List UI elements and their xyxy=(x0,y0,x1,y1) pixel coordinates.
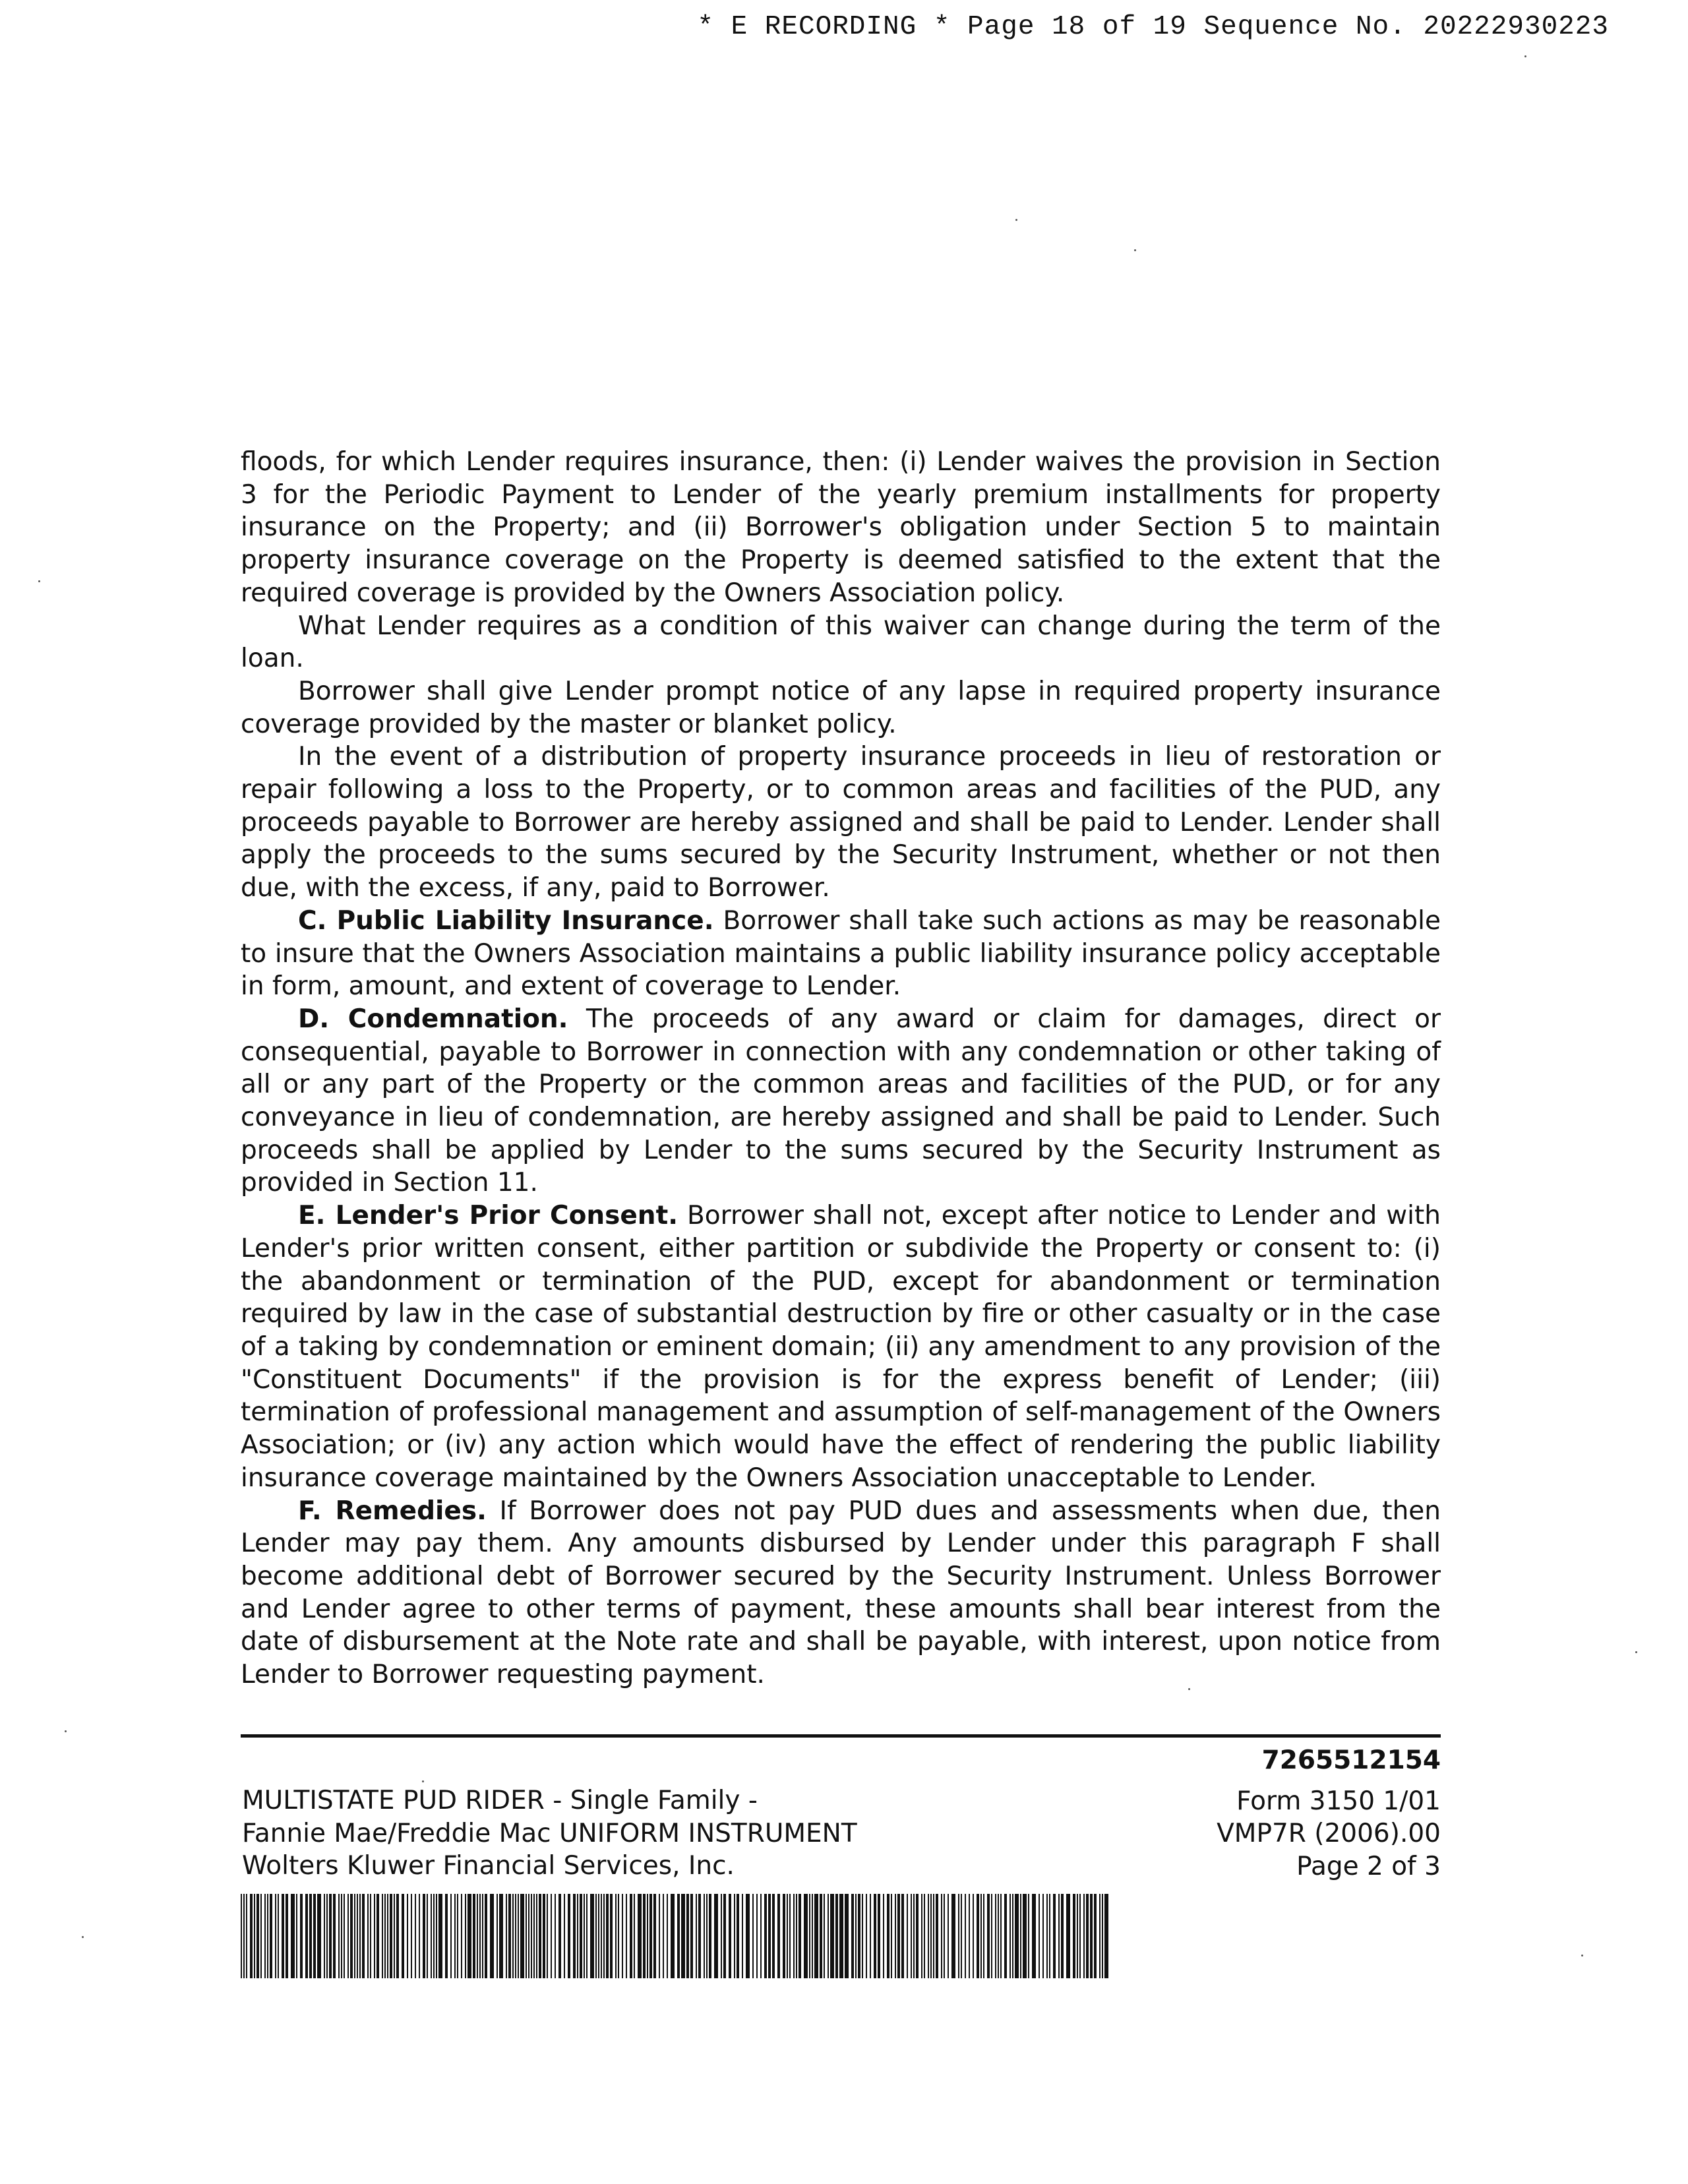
barcode-bar xyxy=(454,1894,456,1978)
barcode-bar xyxy=(777,1894,780,1978)
barcode-bar xyxy=(347,1894,349,1978)
barcode-bar xyxy=(618,1894,619,1978)
scan-speck xyxy=(38,580,40,582)
barcode-bar xyxy=(729,1894,731,1978)
barcode-bar xyxy=(606,1894,609,1978)
barcode-bar xyxy=(411,1894,412,1978)
barcode-bar xyxy=(647,1894,648,1978)
barcode-bar xyxy=(941,1894,942,1978)
barcode-bar xyxy=(814,1894,818,1978)
barcode-bar xyxy=(987,1894,990,1978)
barcode-bar xyxy=(983,1894,984,1978)
barcode-bar xyxy=(830,1894,834,1978)
barcode-bar xyxy=(742,1894,743,1978)
barcode-bar xyxy=(341,1894,342,1978)
barcode-bar xyxy=(737,1894,739,1978)
vmp-code: VMP7R (2006).00 xyxy=(1217,1819,1441,1848)
barcode-bar xyxy=(250,1894,253,1978)
recording-stamp: * E RECORDING * Page 18 of 19 Sequence No. 20222930223 xyxy=(697,12,1609,42)
barcode-bar xyxy=(622,1894,623,1978)
barcode-bar xyxy=(601,1894,602,1978)
barcode-bar xyxy=(590,1894,594,1978)
barcode-bar xyxy=(1077,1894,1078,1978)
barcode-bar xyxy=(1083,1894,1085,1978)
barcode-bar xyxy=(643,1894,646,1978)
section-e-heading: E. Lender's Prior Consent. xyxy=(298,1201,678,1231)
barcode-bar xyxy=(649,1894,652,1978)
barcode-bar xyxy=(1020,1894,1021,1978)
barcode-bar xyxy=(858,1894,860,1978)
page-label: Page 2 of 3 xyxy=(1296,1851,1441,1881)
section-d-condemnation xyxy=(241,1003,1441,1199)
barcode-bar xyxy=(241,1894,242,1978)
barcode-bar xyxy=(855,1894,857,1978)
barcode-bar xyxy=(634,1894,635,1978)
barcode-bar xyxy=(329,1894,332,1978)
barcode-bar xyxy=(427,1894,428,1978)
section-f-remedies xyxy=(241,1495,1441,1691)
barcode-bar xyxy=(536,1894,537,1978)
footer-form-title xyxy=(242,1784,857,1883)
barcode-bar xyxy=(667,1894,668,1978)
barcode-bar xyxy=(690,1894,693,1978)
barcode-bar xyxy=(256,1894,259,1978)
barcode-bar xyxy=(390,1894,392,1978)
barcode-bar xyxy=(467,1894,471,1978)
barcode-bar xyxy=(461,1894,462,1978)
barcode-bar xyxy=(584,1894,585,1978)
barcode-bar xyxy=(526,1894,527,1978)
barcode-bar xyxy=(1000,1894,1002,1978)
paragraph-insurance-waiver: floods, for which Lender requires insurance, then: (i) Lender waives the provision in Section 3 for the Periodic Payment to Lender of the yearly premium installments for property insurance on the Property; and (ii) Borrower's obligation under Section 5 to maintain property insurance coverage on the Property is deemed satisfied to the extent that the required coverage is provided by the Owners Association policy. xyxy=(241,447,1441,608)
section-c-text: Borrower shall take such actions as may be reasonable to insure that the Owners Association maintains a public liability insurance policy acceptable in form, amount, and extent of coverage to Lender. xyxy=(241,905,1441,1002)
barcode-bar xyxy=(357,1894,358,1978)
section-c-heading: C. Public Liability Insurance. xyxy=(298,905,714,936)
barcode-bar xyxy=(243,1894,245,1978)
barcode-bar xyxy=(709,1894,711,1978)
barcode-bar xyxy=(812,1894,813,1978)
barcode-bar xyxy=(497,1894,498,1978)
barcode-bar xyxy=(415,1894,416,1978)
barcode-bar xyxy=(887,1894,889,1978)
barcode-bar xyxy=(344,1894,345,1978)
barcode-bar xyxy=(384,1894,386,1978)
barcode-bar xyxy=(991,1894,992,1978)
paragraph-waiver-change: What Lender requires as a condition of this waiver can change during the term of the loan. xyxy=(241,611,1441,674)
barcode-bar xyxy=(338,1894,340,1978)
barcode-bar xyxy=(671,1894,675,1978)
barcode-bar xyxy=(772,1894,775,1978)
barcode-bar xyxy=(961,1894,962,1978)
barcode-bar xyxy=(275,1894,276,1978)
section-e-text: Borrower shall not, except after notice to Lender and with Lender's prior written consent, either partition or subdivide the Property or consent to: (i) the abandonment or termination of the PUD, except for abandonment or termination required by law in the case of substantial destruction by fire or other casualty or in the case of a taking by condemnation or eminent domain; (ii) any amendment to any provision of the "Constituent Documents" if the provision is for the express benefit of Lender; (iii) termination of professional management and assumption of self-management of the Owners Association; or (iv) any action which would have the effect of rendering the public liability insurance coverage maintained by the Owners Association unacceptable to Lender. xyxy=(241,1201,1441,1493)
barcode-bar xyxy=(659,1894,660,1978)
barcode-bar xyxy=(367,1894,369,1978)
barcode-bar xyxy=(653,1894,656,1978)
barcode-bar xyxy=(305,1894,308,1978)
barcode-bar xyxy=(423,1894,425,1978)
barcode-bar xyxy=(1032,1894,1036,1978)
barcode-bar xyxy=(793,1894,795,1978)
section-f-heading: F. Remedies. xyxy=(298,1496,487,1526)
barcode-bar xyxy=(721,1894,722,1978)
barcode-bar xyxy=(610,1894,613,1978)
barcode-bar xyxy=(1079,1894,1081,1978)
barcode-bar xyxy=(874,1894,876,1978)
barcode-bar xyxy=(824,1894,825,1978)
barcode-bar xyxy=(433,1894,435,1978)
barcode-bar xyxy=(1053,1894,1056,1978)
barcode-bar xyxy=(270,1894,272,1978)
barcode-bar xyxy=(752,1894,754,1978)
barcode-bar xyxy=(995,1894,996,1978)
barcode-bar xyxy=(1049,1894,1050,1978)
barcode-bar xyxy=(508,1894,511,1978)
barcode-bar xyxy=(768,1894,771,1978)
barcode-bar xyxy=(913,1894,915,1978)
barcode-bar xyxy=(438,1894,442,1978)
barcode-bar xyxy=(506,1894,507,1978)
barcode-bar xyxy=(851,1894,854,1978)
barcode-bar xyxy=(951,1894,955,1978)
barcode-bar xyxy=(734,1894,735,1978)
barcode-bar xyxy=(568,1894,570,1978)
barcode-bar xyxy=(897,1894,900,1978)
barcode-bar xyxy=(286,1894,288,1978)
barcode-bar xyxy=(933,1894,934,1978)
barcode-bar xyxy=(547,1894,548,1978)
barcode-bar xyxy=(930,1894,932,1978)
barcode-bar xyxy=(799,1894,801,1978)
barcode-bar xyxy=(1104,1894,1108,1978)
barcode-bar xyxy=(760,1894,762,1978)
barcode-bar xyxy=(267,1894,268,1978)
barcode-bar xyxy=(457,1894,458,1978)
barcode-bar xyxy=(1094,1894,1097,1978)
barcode-bar xyxy=(374,1894,375,1978)
barcode-bar xyxy=(820,1894,822,1978)
barcode-icon xyxy=(241,1894,1111,1978)
barcode-bar xyxy=(1015,1894,1019,1978)
section-f-text: If Borrower does not pay PUD dues and assessments when due, then Lender may pay them. Any amounts disbursed by Lender under this paragraph F shall become additional debt of Borrower secured by the Security Instrument. Unless Borrower and Lender agree to other terms of payment, these amounts shall bear interest from the date of disbursement at the Note rate and shall be payable, with interest, upon notice from Lender to Borrower requesting payment. xyxy=(241,1496,1441,1690)
barcode-bar xyxy=(1042,1894,1044,1978)
scan-speck xyxy=(422,1780,424,1782)
barcode-bar xyxy=(260,1894,262,1978)
barcode-bar xyxy=(1039,1894,1040,1978)
barcode-bar xyxy=(924,1894,925,1978)
barcode-bar xyxy=(543,1894,545,1978)
barcode-bar xyxy=(533,1894,535,1978)
barcode-bar xyxy=(835,1894,838,1978)
barcode-bar xyxy=(911,1894,912,1978)
barcode-bar xyxy=(809,1894,810,1978)
barcode-bar xyxy=(870,1894,871,1978)
barcode-bar xyxy=(309,1894,312,1978)
barcode-bar xyxy=(482,1894,483,1978)
barcode-bar xyxy=(450,1894,452,1978)
barcode-bar xyxy=(485,1894,487,1978)
barcode-bar xyxy=(1099,1894,1100,1978)
barcode-bar xyxy=(958,1894,959,1978)
barcode-bar xyxy=(377,1894,379,1978)
barcode-bar xyxy=(603,1894,605,1978)
barcode-bar xyxy=(473,1894,475,1978)
barcode-bar xyxy=(370,1894,371,1978)
barcode-bar xyxy=(1061,1894,1064,1978)
barcode-bar xyxy=(936,1894,938,1978)
barcode-bar xyxy=(1010,1894,1011,1978)
barcode-bar xyxy=(883,1894,884,1978)
barcode-bar xyxy=(686,1894,689,1978)
footer-form-info xyxy=(1217,1744,1441,1883)
barcode-bar xyxy=(866,1894,867,1978)
barcode-bar xyxy=(862,1894,863,1978)
footer-line-rider: MULTISTATE PUD RIDER - Single Family - xyxy=(242,1786,758,1815)
form-number: Form 3150 1/01 xyxy=(1236,1786,1441,1816)
barcode-bar xyxy=(626,1894,627,1978)
barcode-bar xyxy=(296,1894,297,1978)
barcode-bar xyxy=(1004,1894,1007,1978)
barcode-bar xyxy=(445,1894,448,1978)
barcode-bar xyxy=(436,1894,437,1978)
barcode-bar xyxy=(907,1894,908,1978)
barcode-bar xyxy=(998,1894,999,1978)
footer-line-publisher: Wolters Kluwer Financial Services, Inc. xyxy=(242,1851,735,1881)
scan-speck xyxy=(1581,1955,1583,1957)
barcode-bar xyxy=(490,1894,494,1978)
barcode-bar xyxy=(512,1894,514,1978)
barcode-bar xyxy=(396,1894,399,1978)
barcode-bar xyxy=(551,1894,552,1978)
barcode-bar xyxy=(1012,1894,1013,1978)
barcode-bar xyxy=(681,1894,685,1978)
section-d-heading: D. Condemnation. xyxy=(298,1004,568,1034)
barcode-bar xyxy=(465,1894,466,1978)
barcode-bar xyxy=(407,1894,408,1978)
barcode-bar xyxy=(278,1894,279,1978)
barcode-bar xyxy=(895,1894,896,1978)
barcode-bar xyxy=(878,1894,880,1978)
barcode-bar xyxy=(300,1894,303,1978)
barcode-bar xyxy=(419,1894,420,1978)
barcode-bar xyxy=(431,1894,432,1978)
barcode-bar xyxy=(333,1894,336,1978)
barcode-bar xyxy=(901,1894,904,1978)
barcode-bar xyxy=(598,1894,599,1978)
scan-speck xyxy=(1015,219,1017,221)
barcode-bar xyxy=(354,1894,355,1978)
scan-speck xyxy=(1134,249,1136,251)
barcode-bar xyxy=(387,1894,388,1978)
barcode-bar xyxy=(518,1894,519,1978)
barcode-bar xyxy=(804,1894,808,1978)
barcode-bar xyxy=(973,1894,974,1978)
barcode-bar xyxy=(1058,1894,1060,1978)
barcode-bar xyxy=(615,1894,617,1978)
barcode-bar xyxy=(828,1894,829,1978)
barcode-bar xyxy=(402,1894,404,1978)
footer-divider xyxy=(241,1734,1441,1738)
barcode-bar xyxy=(698,1894,701,1978)
barcode-bar xyxy=(764,1894,767,1978)
barcode-bar xyxy=(1028,1894,1029,1978)
barcode-bar xyxy=(789,1894,791,1978)
barcode-bar xyxy=(948,1894,949,1978)
barcode-bar xyxy=(839,1894,843,1978)
barcode-bar xyxy=(1023,1894,1027,1978)
barcode-bar xyxy=(1066,1894,1070,1978)
barcode-bar xyxy=(359,1894,361,1978)
paragraph-lapse-notice: Borrower shall give Lender prompt notice of any lapse in required property insurance coverage provided by the master or blanket policy. xyxy=(241,676,1441,739)
scan-speck xyxy=(1524,55,1526,57)
barcode-bar xyxy=(555,1894,556,1978)
barcode-bar xyxy=(382,1894,383,1978)
scan-speck xyxy=(1635,1651,1637,1653)
barcode-bar xyxy=(264,1894,266,1978)
barcode-bar xyxy=(595,1894,597,1978)
barcode-bar xyxy=(324,1894,325,1978)
scan-speck xyxy=(82,1936,84,1938)
barcode-bar xyxy=(746,1894,750,1978)
barcode-bar xyxy=(362,1894,365,1978)
barcode-bar xyxy=(921,1894,922,1978)
barcode-bar xyxy=(479,1894,481,1978)
scan-speck xyxy=(1188,1688,1190,1690)
barcode-bar xyxy=(1046,1894,1048,1978)
section-d-text: The proceeds of any award or claim for damages, direct or consequential, payable to Borrower in connection with any condemnation or other taking of all or any part of the Property or the common areas and facilities of the PUD, or for any conveyance in lieu of condemnation, are hereby assigned and shall be paid to Lender. Such proceeds shall be applied by Lender to the sums secured by the Security Instrument as provided in Section 11. xyxy=(241,1004,1441,1198)
barcode-bar xyxy=(317,1894,321,1978)
barcode-bar xyxy=(528,1894,529,1978)
barcode-bar xyxy=(638,1894,642,1978)
barcode-bar xyxy=(515,1894,516,1978)
barcode-bar xyxy=(714,1894,718,1978)
barcode-bar xyxy=(696,1894,697,1978)
paragraph-insurance-proceeds: In the event of a distribution of property insurance proceeds in lieu of restoration or repair following a loss to the Property, or to common areas and facilities of the PUD, any proceeds payable to Borrower are hereby assigned and shall be paid to Lender. Lender shall apply the proceeds to the sums secured by the Security Instrument, whether or not then due, with the excess, if any, paid to Borrower. xyxy=(241,742,1441,903)
barcode-bar xyxy=(980,1894,982,1978)
barcode-bar xyxy=(282,1894,284,1978)
barcode-bar xyxy=(1086,1894,1089,1978)
barcode-bar xyxy=(580,1894,582,1978)
barcode-bar xyxy=(326,1894,328,1978)
barcode-bar xyxy=(706,1894,708,1978)
barcode-bar xyxy=(558,1894,561,1978)
barcode-bar xyxy=(916,1894,919,1978)
barcode-bar xyxy=(499,1894,503,1978)
barcode-bar xyxy=(928,1894,929,1978)
barcode-bar xyxy=(564,1894,565,1978)
rider-body xyxy=(241,446,1441,1691)
barcode-bar xyxy=(944,1894,945,1978)
barcode-bar xyxy=(965,1894,966,1978)
section-e-prior-consent xyxy=(241,1199,1441,1494)
barcode-bar xyxy=(677,1894,680,1978)
barcode-bar xyxy=(845,1894,849,1978)
barcode-bar xyxy=(1102,1894,1103,1978)
barcode-bar xyxy=(350,1894,353,1978)
barcode-bar xyxy=(630,1894,632,1978)
barcode-bar xyxy=(539,1894,541,1978)
barcode-bar xyxy=(246,1894,247,1978)
barcode-bar xyxy=(783,1894,785,1978)
barcode-bar xyxy=(891,1894,892,1978)
barcode-bar xyxy=(477,1894,478,1978)
barcode-bar xyxy=(969,1894,970,1978)
barcode-bar xyxy=(787,1894,788,1978)
barcode-bar xyxy=(520,1894,524,1978)
barcode-bar xyxy=(756,1894,758,1978)
barcode-bar xyxy=(291,1894,295,1978)
barcode-bar xyxy=(977,1894,979,1978)
section-c-public-liability xyxy=(241,905,1441,1003)
barcode-bar xyxy=(531,1894,532,1978)
barcode-bar xyxy=(723,1894,726,1978)
scan-speck xyxy=(65,1730,67,1732)
barcode-bar xyxy=(796,1894,797,1978)
barcode-bar xyxy=(1090,1894,1093,1978)
barcode-bar xyxy=(1073,1894,1075,1978)
barcode-bar xyxy=(704,1894,705,1978)
barcode-bar xyxy=(573,1894,576,1978)
footer-line-instrument: Fannie Mae/Freddie Mac UNIFORM INSTRUMENT xyxy=(242,1818,857,1848)
loan-number: 7265512154 xyxy=(1261,1745,1441,1775)
barcode-bar xyxy=(586,1894,588,1978)
barcode-bar xyxy=(394,1894,395,1978)
barcode-bar xyxy=(577,1894,578,1978)
barcode-bar xyxy=(254,1894,255,1978)
barcode-bar xyxy=(663,1894,664,1978)
barcode-bar xyxy=(313,1894,316,1978)
